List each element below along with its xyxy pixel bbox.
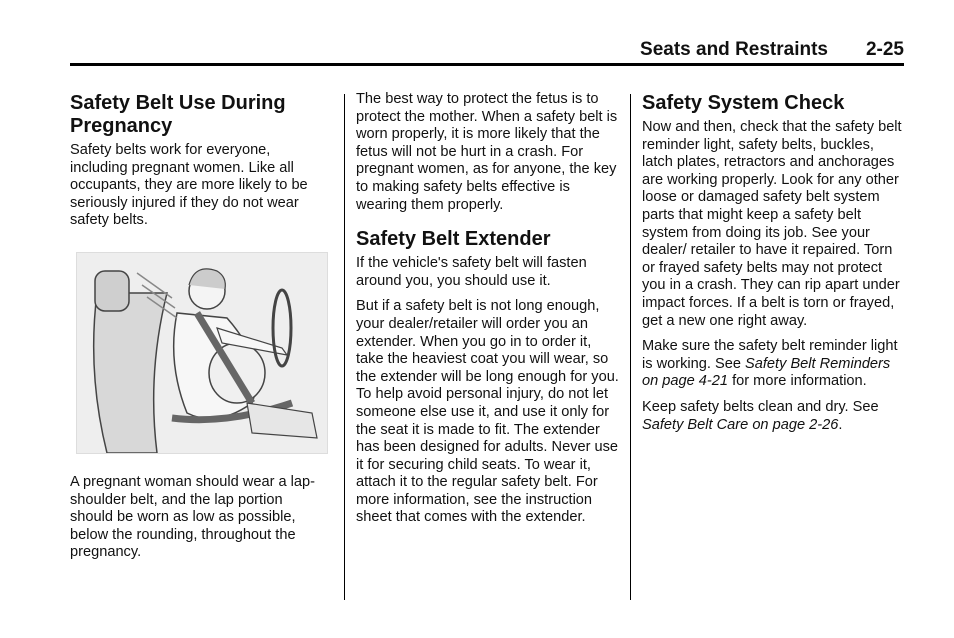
heading-belt-use-pregnancy: Safety Belt Use During Pregnancy <box>70 92 286 137</box>
belt-care-paragraph <box>642 399 904 434</box>
heading-belt-extender: Safety Belt Extender <box>356 228 551 251</box>
reminder-light-paragraph <box>642 338 904 391</box>
extender-fasten-paragraph: If the vehicle's safety belt will fasten around you, you should use it. <box>356 255 587 289</box>
pregnant-woman-seatbelt-illustration <box>76 252 328 454</box>
page-number: 2-25 <box>865 39 904 60</box>
reminders-page-reference[interactable]: Safety Belt Reminders on page 4-21 <box>642 355 891 390</box>
illustration-caption: A pregnant woman should wear a lap-shoulder belt, and the lap portion should be worn as low as possible, below the rounding, throughout the pregnancy. <box>70 473 316 561</box>
illustration-drawing <box>77 253 327 453</box>
column-extender <box>356 91 620 535</box>
reminder-light-text-end: for more information. <box>728 373 867 390</box>
heading-system-check: Safety System Check <box>642 92 845 114</box>
column-divider-2 <box>630 94 631 600</box>
column-system-check <box>642 92 904 442</box>
belt-care-text-end: . <box>838 416 843 433</box>
belt-care-text: Keep safety belts clean and dry. See <box>642 398 879 415</box>
belt-care-page-reference[interactable]: Safety Belt Care on page 2-26 <box>642 416 839 433</box>
page-header <box>70 36 904 66</box>
protect-fetus-paragraph: The best way to protect the fetus is to protect the mother. When a safety belt is worn properly, it is more likely that the fetus will not be hurt in a crash. For pregnant women, as for anyone, the key to making safety belts effective is wearing them properly. <box>356 91 618 213</box>
column-pregnancy <box>70 92 326 570</box>
column-divider-1 <box>344 94 345 600</box>
system-check-paragraph: Now and then, check that the safety belt reminder light, safety belts, buckles, latch plates, retractors and anchorages are working properly. Look for any other loose or damaged safety belt system parts that might keep a safety belt system from doing its job. See your dealer/ retailer to have it repaired. Torn or frayed safety belts may not protect you in a crash. They can rip apart under impact forces. If a belt is torn or frayed, get a new one right away. <box>642 119 902 329</box>
pregnancy-intro-paragraph: Safety belts work for everyone, including pregnant women. Like all occupants, they are more likely to be seriously injured if they do not wear safety belts. <box>70 142 308 229</box>
reminder-light-text: Make sure the safety belt reminder light is working. See <box>642 338 898 372</box>
extender-order-paragraph: But if a safety belt is not long enough, your dealer/retailer will order you an extender. When you go in to order it, take the heaviest coat you will wear, so the extender will be long enough for you. To help avoid personal injury, do not let someone else use it, and use it only for the seat it is made to fit. The extender has been designed for adults. Never use it for securing child seats. To wear it, attach it to the regular safety belt. For more information, see the instruction sheet that comes with the extender. <box>356 298 619 526</box>
section-title: Seats and Restraints <box>640 39 828 60</box>
